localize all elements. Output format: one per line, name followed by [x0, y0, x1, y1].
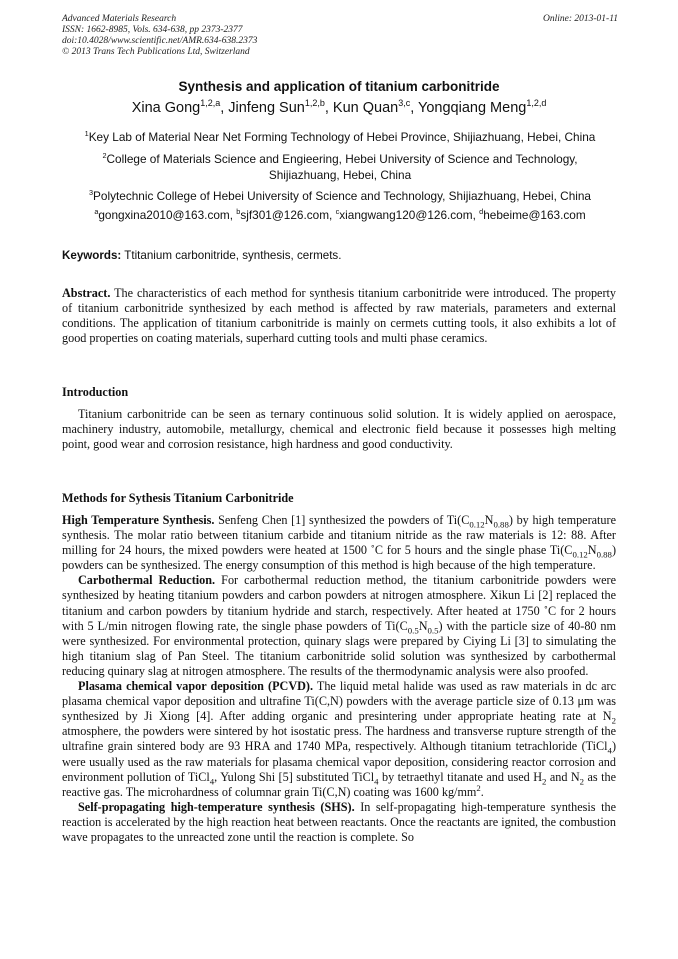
hts-text: N: [484, 513, 494, 527]
affiliation-2: [62, 152, 618, 183]
pcvd-text: ) were usually used as the raw materials for plasama chemical vapor deposition, considering reactor corrosion and environment pollution of TiCl: [62, 739, 616, 784]
subscript: 2: [542, 776, 547, 787]
keywords-text: Ttitanium carbonitride, synthesis, cermets.: [124, 249, 342, 262]
author-sep: ,: [410, 100, 419, 116]
affiliation-text: Polytechnic College of Hebei University of Science and Technology, Shijiazhuang, Hebei, China: [93, 189, 591, 203]
journal-header: [62, 14, 618, 58]
affiliation-sup: 1: [84, 129, 89, 139]
paragraph-pcvd: [62, 679, 616, 800]
paragraph-hts: [62, 513, 616, 573]
email-sup: a: [94, 207, 99, 217]
email-sup: d: [479, 207, 484, 217]
email-sup: b: [236, 207, 241, 217]
pcvd-text: .: [480, 784, 484, 799]
pcvd-text: as the reactive gas. The microhardness of columnar grain Ti(C,N) coating was 1600 kg/mm: [62, 769, 616, 799]
author-list: [0, 100, 678, 116]
section-heading-methods: Methods for Sythesis Titanium Carbonitride: [62, 491, 294, 505]
superscript: 2: [476, 782, 481, 793]
author-name: Xina Gong: [131, 100, 201, 116]
subscript: 0.88: [596, 549, 612, 560]
pcvd-label: Plasama chemical vapor deposition (PCVD).: [78, 679, 314, 694]
affiliation-text: Key Lab of Material Near Net Forming Technology of Hebei Province, Shijiazhuang, Hebei, China: [88, 130, 596, 144]
author-name: Kun Quan: [332, 100, 399, 116]
paragraph-carbothermal: [62, 573, 616, 679]
pcvd-text: The liquid metal halide was used as raw materials in dc arc plasama chemical vapor deposition and ultrafine Ti(C,N) powders with the average particle size of 0.13 μm was synthesized by Ji Xiong [4]. After adding organic and presintering under appropriate heating rate at N: [62, 679, 616, 724]
email-link[interactable]: gongxina2010@163.com,: [98, 208, 237, 222]
affiliation-1: [62, 130, 618, 146]
subscript: 4: [607, 745, 612, 756]
pcvd-text: atmosphere, the powders were sintered by hot isostatic press. The hardness and transverse rupture strength of the ultrafine grain sintered body are 93 HRA and 1740 MPa, respectively. Although titanium tetrachloride (TiCl: [62, 724, 616, 754]
affiliation-sup: 2: [102, 151, 107, 161]
journal-name: Advanced Materials Research: [62, 14, 177, 24]
author-name: Yongqiang Meng: [418, 100, 527, 116]
carbothermal-text: ) with the particle size of 40-80 nm were synthesized. For environmental protection, quinary slags were prepared by Ciying Li [3] to simulating the high titanium slag of Pan Steel. The titanium carbonitride solid solution was synthesized by carbothermal reducing quinary slag at nitrogen atmosphere. The results of the thermodynamic analysis were also proofed.: [62, 618, 616, 678]
subscript: 4: [374, 776, 379, 787]
carbothermal-label: Carbothermal Reduction.: [78, 573, 216, 588]
hts-text: N: [587, 543, 597, 558]
email-sup: c: [335, 207, 340, 217]
author-name: Jinfeng Sun: [228, 100, 305, 116]
subscript: 4: [209, 776, 215, 787]
abstract: [62, 286, 616, 346]
online-date: Online: 2013-01-11: [542, 14, 618, 24]
introduction-body: [62, 407, 616, 452]
introduction-text: Titanium carbonitride can be seen as ternary continuous solid solution. It is widely applied on aerospace, machinery industry, automobile, metallurgy, chemical and electronic field because it possesses high melting point, good wear and corrosion resistance, high hardness and good conductivity.: [62, 407, 616, 452]
subscript: 2: [579, 776, 585, 787]
subscript: 0.88: [493, 519, 509, 530]
paragraph-shs: [62, 800, 616, 845]
paper-title: Synthesis and application of titanium carbonitride: [178, 79, 500, 94]
author-sup: 1,2,d: [526, 98, 547, 109]
copyright-line: © 2013 Trans Tech Publications Ltd, Switzerland: [62, 47, 250, 57]
email-link[interactable]: hebeime@163.com: [483, 208, 586, 222]
subscript: 0.5: [427, 625, 439, 636]
issn-line: ISSN: 1662-8985, Vols. 634-638, pp 2373-2377: [62, 25, 243, 35]
affiliation-3: [62, 189, 618, 205]
email-link[interactable]: xiangwang120@126.com,: [339, 208, 480, 222]
pcvd-text: by tetraethyl titanate and used H: [378, 769, 542, 784]
abstract-text: The characteristics of each method for synthesis titanium carbonitride were introduced. The property of titanium carbonitride synthesized by each method is affected by raw materials, parameters and external conditions. The application of titanium carbonitride is mainly on cermets cutting tools, it also exhibits a lot of good properties on coating materials, superhard cutting tools and multi phase ceramics.: [62, 286, 617, 346]
author-sup: 1,2,b: [304, 98, 325, 109]
subscript: 0.12: [572, 549, 588, 560]
methods-body: [62, 513, 616, 845]
author-sep: ,: [220, 100, 229, 116]
section-heading-introduction: Introduction: [62, 385, 129, 399]
pcvd-text: , Yulong Shi [5] substituted TiCl: [214, 769, 375, 784]
email-list: [62, 208, 618, 222]
carbothermal-text: N: [418, 618, 428, 633]
carbothermal-text: For carbothermal reduction method, the titanium carbonitride powders were synthesized by heating titanium powders and carbon powders at nitrogen atmosphere. Xikun Li [2] replaced the titanium and carbon powders by titanium hydride and starch, respectively. After heated at 1750 ˚C for 2 hours with 5 L/min nitrogen flowing rate, the single phase powders of Ti(C: [62, 573, 616, 633]
author-sep: ,: [324, 100, 333, 116]
subscript: 0.12: [469, 519, 485, 530]
keywords: [62, 249, 618, 262]
email-link[interactable]: sjf301@126.com,: [240, 208, 336, 222]
hts-label: High Temperature Synthesis.: [62, 513, 215, 527]
abstract-label: Abstract.: [62, 286, 111, 300]
subscript: 2: [611, 715, 616, 726]
hts-text: Senfeng Chen [1] synthesized the powders of Ti(C: [218, 513, 470, 527]
affiliation-sup: 3: [88, 188, 94, 198]
pcvd-text: and N: [546, 769, 580, 784]
hts-text: ) by high temperature synthesis. The molar ratio between titanium carbide and titanium nitride as the raw materials is 12: 88. After milling for 24 hours, the mixed powders were heated at 1500 ˚C for 5 hours and the single phase Ti(C: [62, 513, 616, 558]
shs-label: Self-propagating high-temperature synthesis (SHS).: [78, 799, 355, 814]
hts-text: ) powders can be synthesized. The energy consumption of this method is high because of the high temperature.: [62, 543, 616, 573]
author-sup: 3,c: [398, 98, 411, 109]
shs-text: In self-propagating high-temperature synthesis the reaction is accelerated by the high reaction heat between reactants. Once the reactants are ignited, the combustion wave propagates to the unreacted zone until the reaction is complete. So: [62, 799, 617, 844]
doi-line: doi:10.4028/www.scientific.net/AMR.634-638.2373: [62, 36, 258, 46]
author-sup: 1,2,a: [200, 98, 221, 109]
keywords-label: Keywords:: [62, 249, 122, 262]
subscript: 0.5: [407, 625, 419, 636]
affiliation-text: College of Materials Science and Engieering, Hebei University of Science and Technology, Shijiazhuang, Hebei, China: [106, 152, 578, 182]
